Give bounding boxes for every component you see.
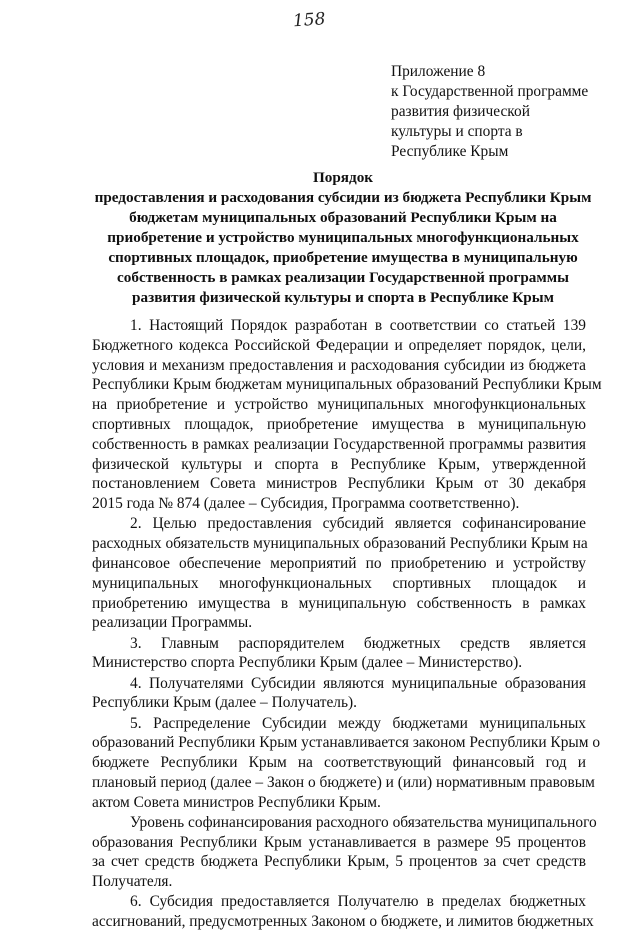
title-line: собственность в рамках реализации Государственной программы [117,269,569,286]
paragraph-line: Республики Крым (далее – Получатель). [92,694,357,712]
paragraph-line: на приобретение и устройство муниципальных многофункциональных [92,396,586,414]
paragraph-line: образования Республики Крым устанавливается в размере 95 процентов [92,833,586,851]
paragraph-line: приобретению имущества в муниципальную собственность в рамках [92,594,586,612]
paragraph-line: реализации Программы. [92,614,253,632]
title-line: приобретение и устройство муниципальных многофункциональных [107,229,579,246]
appendix-line: Приложение 8 [391,63,486,80]
paragraph [92,514,586,633]
paragraph-line: 5. Распределение Субсидии между бюджетами муниципальных [130,714,586,732]
appendix-note [391,62,616,162]
paragraph-line: бюджете Республики Крым на соответствующий финансовый год и [92,754,586,772]
paragraph-line: Республики Крым бюджетам муниципальных образований Республики Крым [92,376,602,394]
appendix-line: развития физической [391,103,530,120]
paragraph-line: постановлением Совета министров Республики Крым от 30 декабря [92,475,586,493]
page-number: 158 [292,9,327,32]
paragraph-line: плановый период (далее – Закон о бюджете) и (или) нормативным правовым [92,773,595,791]
title-line: бюджетам муниципальных образований Республики Крым на [129,209,557,226]
paragraph-line: ассигнований, предусмотренных Законом о бюджете, и лимитов бюджетных [92,913,594,931]
paragraph-line: 1. Настоящий Порядок разработан в соответствии со статьей 139 [130,317,586,334]
title-line: спортивных площадок, приобретение имущества в муниципальную [108,249,578,266]
title-line: развития физической культуры и спорта в Республике Крым [132,289,554,306]
paragraph [92,674,586,714]
paragraph-line: Министерство спорта Республики Крым (далее – Министерство). [92,654,523,672]
paragraph-line: образований Республики Крым устанавливается законом Республики Крым о [92,734,601,752]
paragraph [92,316,602,514]
paragraph [92,892,594,932]
paragraph-line: 3. Главным распорядителем бюджетных средств является [130,634,586,652]
title-heading: Порядок [312,169,374,186]
paragraph-line: Бюджетного кодекса Российской Федерации и определяет порядок, цели, [92,336,586,354]
paragraph-line: собственность в рамках реализации Государственной программы развития [92,435,586,453]
paragraph-line: финансовое обеспечение мероприятий по приобретению и устройству [92,554,586,572]
title-line: предоставления и расходования субсидии из бюджета Республики Крым [94,189,592,206]
document-body [92,316,602,932]
appendix-line: к Государственной программе [391,83,589,100]
paragraph-line: расходных обязательств муниципальных образований Республики Крым на [92,535,588,553]
paragraph [92,813,597,892]
paragraph-line: Получателя. [92,873,173,891]
appendix-line: Республике Крым [391,143,509,160]
paragraph-line: спортивных площадок, приобретение имущества в муниципальную [92,415,586,433]
paragraph-line: за счет средств бюджета Республики Крым, 5 процентов за счет средств [92,853,586,871]
paragraph-line: 4. Получателями Субсидии являются муниципальные образования [130,674,586,692]
paragraph-line: Уровень софинансирования расходного обязательства муниципального [130,813,597,831]
paragraph-line: муниципальных многофункциональных спортивных площадок и [92,574,586,592]
paragraph-line: 2015 года № 874 (далее – Субсидия, Программа соответственно). [92,495,520,513]
paragraph-line: физической культуры и спорта в Республике Крым, утвержденной [92,455,586,473]
document-title [60,168,626,308]
paragraph-line: актом Совета министров Республики Крым. [92,793,381,811]
paragraph-line: 6. Субсидия предоставляется Получателю в пределах бюджетных [130,893,586,911]
paragraph [92,634,586,674]
paragraph-line: 2. Целью предоставления субсидий является софинансирование [130,515,586,533]
paragraph-line: условия и механизм предоставления и расходования субсидии из бюджета [92,356,586,374]
appendix-line: культуры и спорта в [391,123,523,140]
paragraph [92,714,601,813]
